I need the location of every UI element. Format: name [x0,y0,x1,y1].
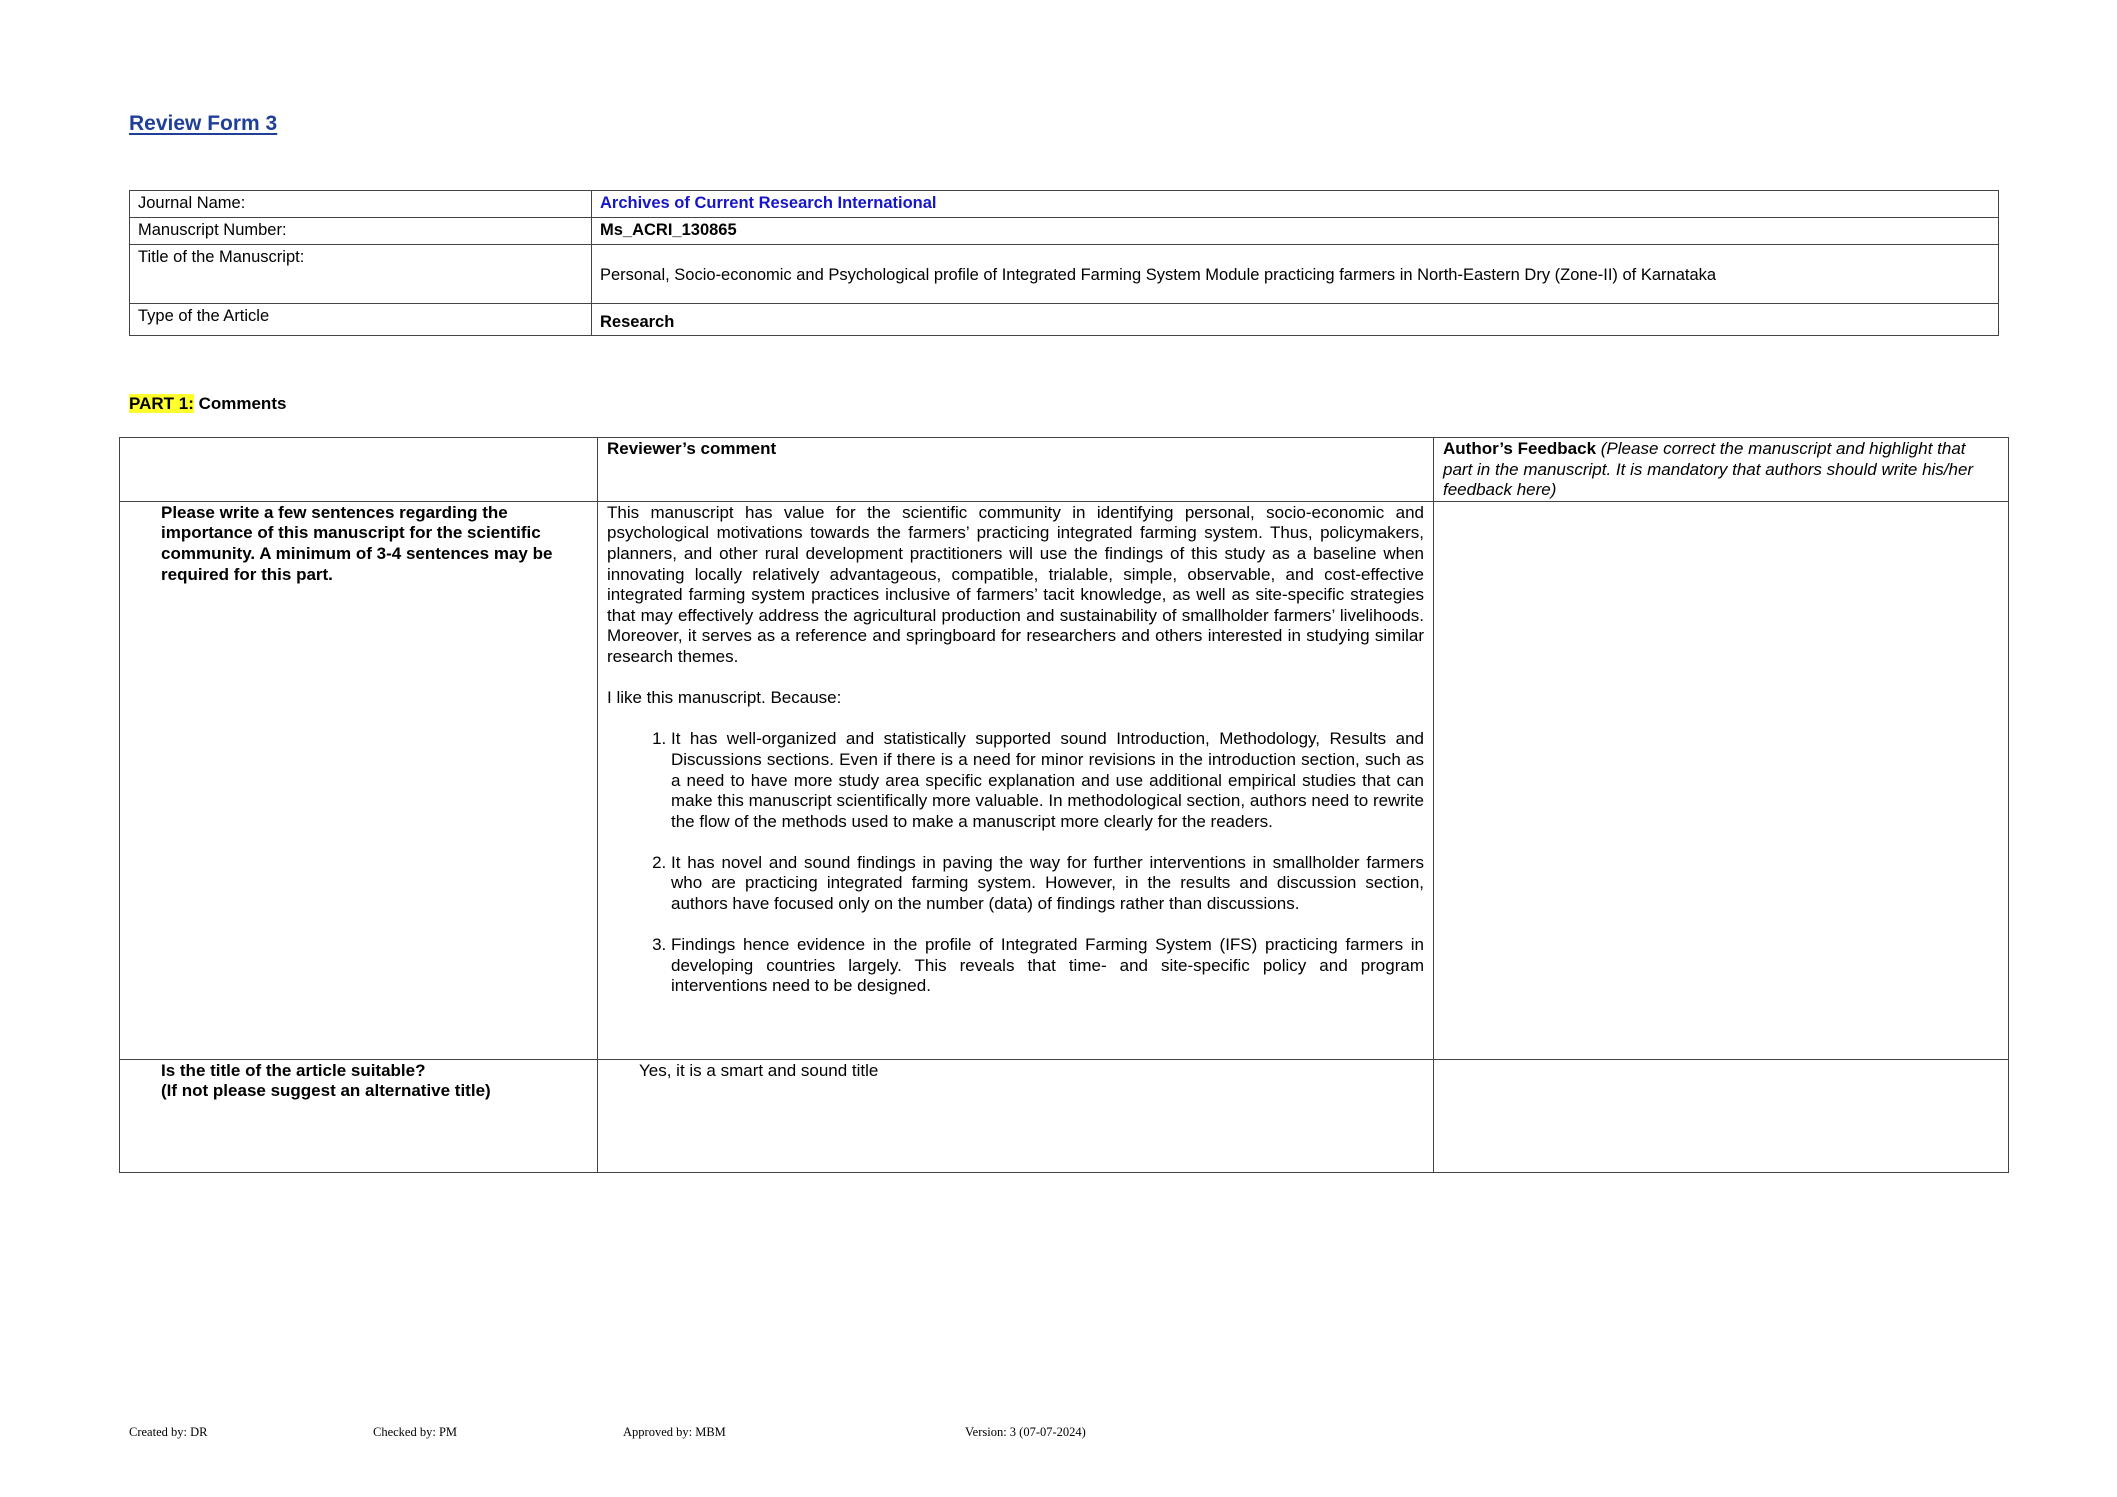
journal-label: Journal Name: [130,191,592,218]
manuscript-number-label: Manuscript Number: [130,218,592,245]
reviewer-comment-cell: Yes, it is a smart and sound title [598,1059,1434,1172]
author-feedback-cell[interactable] [1434,501,2009,1059]
table-row [120,1059,2009,1172]
comments-header-row [120,438,2009,502]
reviewer-comment-header [598,438,1434,502]
author-feedback-header-bold: Author’s Feedback [1443,439,1597,458]
manuscript-title-label: Title of the Manuscript: [130,245,592,304]
reviewer-comment-header-text: Reviewer’s comment [607,439,777,458]
author-feedback-header [1434,438,2009,502]
article-type-row [130,304,1999,336]
manuscript-number-row [130,218,1999,245]
manuscript-title-row [130,245,1999,304]
part1-heading [129,394,286,414]
article-type-value: Research [592,304,1999,336]
reviewer-comment-points [607,729,1424,997]
question-cell: Please write a few sentences regarding the importance of this manuscript for the scientific community. A minimum of 3-4 sentences may be required for this part. [120,501,598,1059]
question-line: (If not please suggest an alternative title) [161,1081,491,1101]
journal-value: Archives of Current Research International [592,191,1999,218]
footer-approved-by: Approved by: MBM [623,1425,726,1439]
manuscript-title-value: Personal, Socio-economic and Psychological profile of Integrated Farming System Module practicing farmers in North-Eastern Dry (Zone-II) of Karnataka [592,245,1999,304]
reviewer-comment-intro: This manuscript has value for the scientific community in identifying personal, socio-economic and psychological motivations towards the farmers’ practicing integrated farming system. Thus, policymakers, planners, and other rural development practitioners will use the findings of this study as a baseline when innovating locally relatively advantageous, compatible, trialable, simple, observable, and cost-effective integrated farming system practices inclusive of farmers’ tacit knowledge, as well as site-specific strategies that may effectively address the agricultural production and sustainability of smallholder farmers’ livelihoods. Moreover, it serves as a reference and springboard for researchers and others interested in studying similar research themes. [607,502,1424,666]
reviewer-comment-cell [598,501,1434,1059]
question-cell [120,1059,598,1172]
part1-highlight: PART 1: [129,394,194,413]
list-item: 2. It has novel and sound findings in paving the way for further interventions in smallholder farmers who are practicing integrated farming system. However, in the results and discussion section, authors have focused only on the number (data) of findings rather than discussions. [671,853,1424,915]
part1-heading-text: Comments [193,394,287,413]
table-row [120,501,2009,1059]
comments-table [119,437,2009,1173]
list-item: 1. It has well-organized and statistically supported sound Introduction, Methodology, Results and Discussions sections. Even if there is a need for minor revisions in the introduction section, such as a need to have more study area specific explanation and use additional empirical studies that can make this manuscript scientifically more valuable. In methodological section, authors need to rewrite the flow of the methods used to make a manuscript more clearly for the readers. [671,729,1424,832]
header-empty-cell [120,438,598,502]
form-title: Review Form 3 [129,112,278,135]
list-item: 3. Findings hence evidence in the profile of Integrated Farming System (IFS) practicing farmers in developing countries largely. This reveals that time- and site-specific policy and program interventions need to be designed. [671,935,1424,997]
author-feedback-header-note: (Please correct the manuscript and highlight that part in the manuscript. It is mandatory that authors should write his/her feedback here) [1443,439,1974,500]
manuscript-info-table [129,190,1999,336]
manuscript-number-value: Ms_ACRI_130865 [592,218,1999,245]
footer-created-by: Created by: DR [129,1425,208,1439]
reviewer-comment-lead: I like this manuscript. Because: [607,688,842,708]
journal-row [130,191,1999,218]
question-line: Is the title of the article suitable? [161,1060,426,1080]
footer-checked-by: Checked by: PM [373,1425,458,1439]
author-feedback-cell[interactable] [1434,1059,2009,1172]
footer-version: Version: 3 (07-07-2024) [965,1425,1086,1439]
article-type-label: Type of the Article [130,304,592,336]
